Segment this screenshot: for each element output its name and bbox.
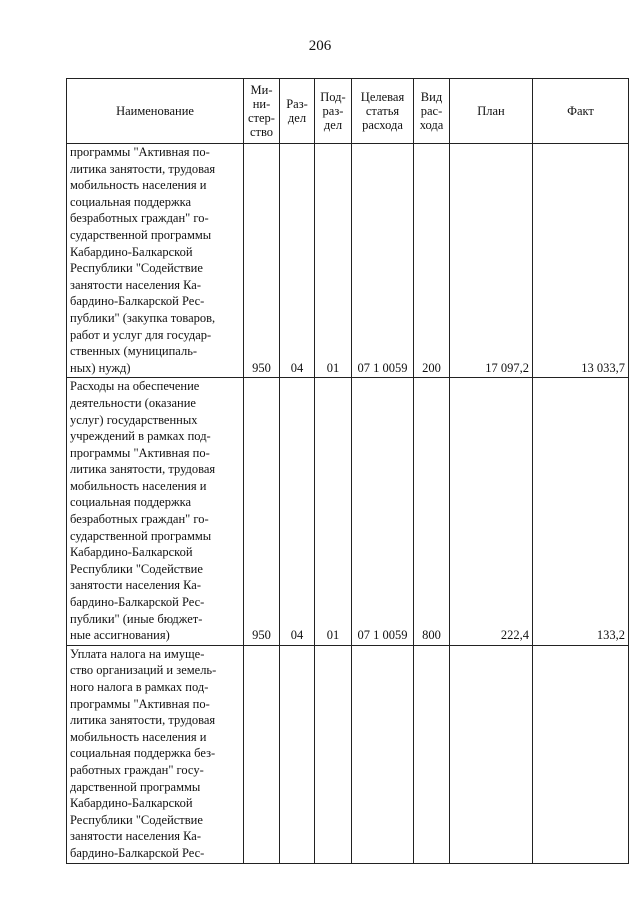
header-plan: План — [450, 79, 533, 144]
cell-ministry: 950 — [244, 144, 280, 378]
cell-target-article: 07 1 0059 — [352, 378, 414, 646]
table-row — [67, 378, 629, 646]
table-header — [67, 79, 629, 144]
header-expense-type: Вид рас- хода — [414, 79, 450, 144]
cell-plan — [450, 645, 533, 863]
budget-table — [66, 78, 629, 864]
header-target-article: Целевая статья расхода — [352, 79, 414, 144]
cell-ministry: 950 — [244, 378, 280, 646]
header-name: Наименование — [67, 79, 244, 144]
table-row — [67, 144, 629, 378]
header-ministry: Ми- ни- стер- ство — [244, 79, 280, 144]
cell-subsection: 01 — [315, 378, 352, 646]
cell-plan: 222,4 — [450, 378, 533, 646]
cell-name: Уплата налога на имуще- ство организаций и земель- ного налога в рамках под- программы "Активная по- литика занятости, трудовая мобильность населения и социальная поддержка без- работных граждан" госу- дарственной программы Кабардино-Балкарской Республики "Содействие занятости населения Ка- бардино-Балкарской Рес- — [67, 645, 244, 863]
cell-expense-type: 200 — [414, 144, 450, 378]
header-subsection: Под- раз- дел — [315, 79, 352, 144]
cell-section: 04 — [280, 378, 315, 646]
cell-target-article: 07 1 0059 — [352, 144, 414, 378]
page-number: 206 — [308, 38, 332, 54]
cell-plan: 17 097,2 — [450, 144, 533, 378]
cell-name: программы "Активная по- литика занятости, трудовая мобильность населения и социальная поддержка безработных граждан" го- сударственной программы Кабардино-Балкарской Республики "Содействие занятости населения Ка- бардино-Балкарской Рес- публики" (закупка товаров, работ и услуг для государ- ственных (муниципаль- ных) нужд) — [67, 144, 244, 378]
table-row — [67, 645, 629, 863]
cell-expense-type — [414, 645, 450, 863]
cell-fact: 133,2 — [533, 378, 629, 646]
cell-ministry — [244, 645, 280, 863]
cell-section: 04 — [280, 144, 315, 378]
cell-expense-type: 800 — [414, 378, 450, 646]
header-fact: Факт — [533, 79, 629, 144]
cell-subsection — [315, 645, 352, 863]
cell-name: Расходы на обеспечение деятельности (оказание услуг) государственных учреждений в рамках под- программы "Активная по- литика занятости, трудовая мобильность населения и социальная поддержка безработных граждан" го- сударственной программы Кабардино-Балкарской Республики "Содействие занятости населения Ка- бардино-Балкарской Рес- публики" (иные бюджет- ные ассигнования) — [67, 378, 244, 646]
header-section: Раз- дел — [280, 79, 315, 144]
cell-subsection: 01 — [315, 144, 352, 378]
cell-target-article — [352, 645, 414, 863]
cell-fact: 13 033,7 — [533, 144, 629, 378]
cell-fact — [533, 645, 629, 863]
table-body — [67, 144, 629, 864]
header-row — [67, 79, 629, 144]
cell-section — [280, 645, 315, 863]
